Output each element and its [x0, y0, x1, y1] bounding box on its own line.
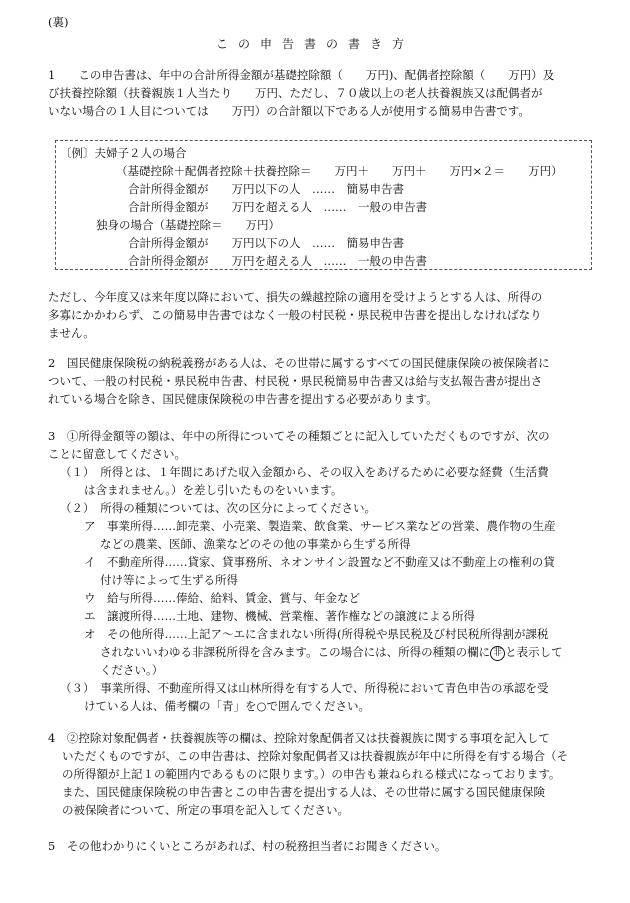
text-line: （３） 事業所得、不動産所得又は山林所得を有する人で、所得税において青色申告の承認を受: [60, 681, 549, 695]
text-line: ただし、今年度又は来年度以降において、損失の繰越控除の適用を受けようとする人は、所得の: [48, 290, 543, 304]
section-number: 5: [48, 839, 56, 853]
example-line: 〔例〕夫婦子２人の場合: [60, 146, 187, 160]
text-line: は含まれません。）を差し引いたものをいいます。: [84, 483, 343, 497]
section-3: [48, 427, 598, 463]
text-line: いない場合の１人目については 万円）の合計額以下である人が使用する簡易申告書です。: [48, 104, 530, 118]
text-line: ことに留意してください。: [48, 447, 186, 461]
list-item: ア 事業所得……卸売業、小売業、製造業、飲食業、サービス業などの営業、農作物の生産: [84, 519, 556, 533]
example-line: 合計所得金額が 万円以下の人 …… 簡易申告書: [128, 182, 404, 196]
example-line: 合計所得金額が 万円を超える人 …… 一般の申告書: [128, 254, 427, 268]
text-line: れている場合を除き、国民健康保険税の申告書を提出する必要があります。: [48, 392, 438, 406]
list-item-cont: 付け等によって生ずる所得: [100, 573, 238, 587]
list-item-cont: ください。）: [100, 663, 164, 677]
example-line: 独身の場合（基礎控除＝ 万円）: [96, 218, 280, 232]
text-line: ません。: [48, 326, 95, 340]
example-box: [55, 140, 592, 270]
section-number: 1: [48, 68, 56, 82]
section-4-line: [48, 729, 598, 747]
example-line: 合計所得金額が 万円を超える人 …… 一般の申告書: [128, 200, 427, 214]
section-5-line: [48, 837, 598, 855]
text-line: び扶養控除額（扶養親族１人当たり 万円、ただし、７０歳以上の老人扶養親族又は配偶者が: [48, 86, 543, 100]
text-line: いただくものですが、この申告書は、控除対象配偶者又は扶養親族が年中に所得を有する場合（そ: [62, 749, 568, 763]
text-line: の被保険者について、所定の事項を記入してください。: [62, 803, 350, 817]
list-item: ウ 給与所得……俸給、給料、賃金、賞与、年金など: [84, 591, 360, 605]
text-line: 多寡にかかわらず、この簡易申告書ではなく一般の村民税・県民税申告書を提出しなければなり: [48, 308, 542, 322]
text-line: （１） 所得とは、１年間にあげた収入金額から、その収入をあげるために必要な経費（生活費: [60, 465, 549, 479]
section-number: 3: [48, 429, 56, 443]
text-line: ②控除対象配偶者・扶養親族等の欄は、控除対象配偶者又は扶養親族に関する事項を記入して: [66, 731, 550, 745]
section-2-line: [48, 354, 598, 372]
circled-hi-mark: 非: [490, 646, 505, 661]
example-line: （基礎控除＋配偶者控除＋扶養控除＝ 万円＋ 万円＋ 万円×２＝ 万円）: [116, 164, 563, 178]
section-number: 4: [48, 731, 56, 745]
list-item: エ 譲渡所得……土地、建物、機械、営業権、著作権などの譲渡による所得: [84, 609, 475, 623]
section-1-line: [48, 66, 598, 84]
section-4: [48, 729, 598, 819]
text-line: の所得額が上記１の範囲内であるものに限ります。）の申告も兼ねられる様式になっております。: [62, 767, 561, 781]
text-line: （２） 所得の種類については、次の区分によってください。: [60, 501, 377, 515]
text-line: その他わかりにくいところがあれば、村の税務担当者にお聞きください。: [66, 839, 447, 853]
section-3-line: [48, 427, 598, 445]
section-1: [48, 66, 598, 120]
list-item: イ 不動産所得……貸家、貸事務所、ネオンサイン設置など不動産又は不動産上の権利の貸: [84, 555, 555, 569]
text-line: この申告書は、年中の合計所得金額が基礎控除額（ 万円)、配偶者控除額（ 万円）及: [78, 68, 555, 82]
list-item-cont: [84, 643, 629, 661]
example-line: 合計所得金額が 万円以下の人 …… 簡易申告書: [128, 236, 404, 250]
subsection-3: [60, 679, 605, 715]
text-line: けている人は、備考欄の「青」を○で囲んでください。: [84, 699, 371, 713]
text-line: また、国民健康保険税の申告書とこの申告書を提出する人は、その世帯に属する国民健康保険: [62, 785, 545, 799]
text-span: されないいわゆる非課税所得を含みます。この場合には、所得の種類の欄に: [100, 645, 491, 659]
note: [48, 288, 598, 342]
list-item-cont: などの農業、医師、漁業などのその他の事業から生ずる所得: [100, 537, 411, 551]
subsection-2: [60, 499, 605, 517]
income-type-list: [84, 517, 629, 679]
list-item: オ その他所得……上記ア～エに含まれない所得(所得税や県民税及び村民税所得割が課税: [84, 627, 549, 641]
section-5: [48, 837, 598, 855]
text-line: 国民健康保険税の納税義務がある人は、その世帯に属するすべての国民健康保険の被保険者に: [66, 356, 550, 370]
text-line: ついて、一般の村民税・県民税申告書、村民税・県民税簡易申告書又は給与支払報告書が提出さ: [48, 374, 543, 388]
page-title: この申告書の書き方: [215, 37, 414, 51]
subsection-1: [60, 463, 605, 499]
text-span: と表示して: [505, 645, 563, 659]
section-number: 2: [48, 356, 56, 370]
section-2: [48, 354, 598, 408]
text-line: ①所得金額等の額は、年中の所得についてその種類ごとに記入していただくものですが、次の: [66, 429, 550, 443]
page-side-label: (裏): [48, 15, 69, 29]
